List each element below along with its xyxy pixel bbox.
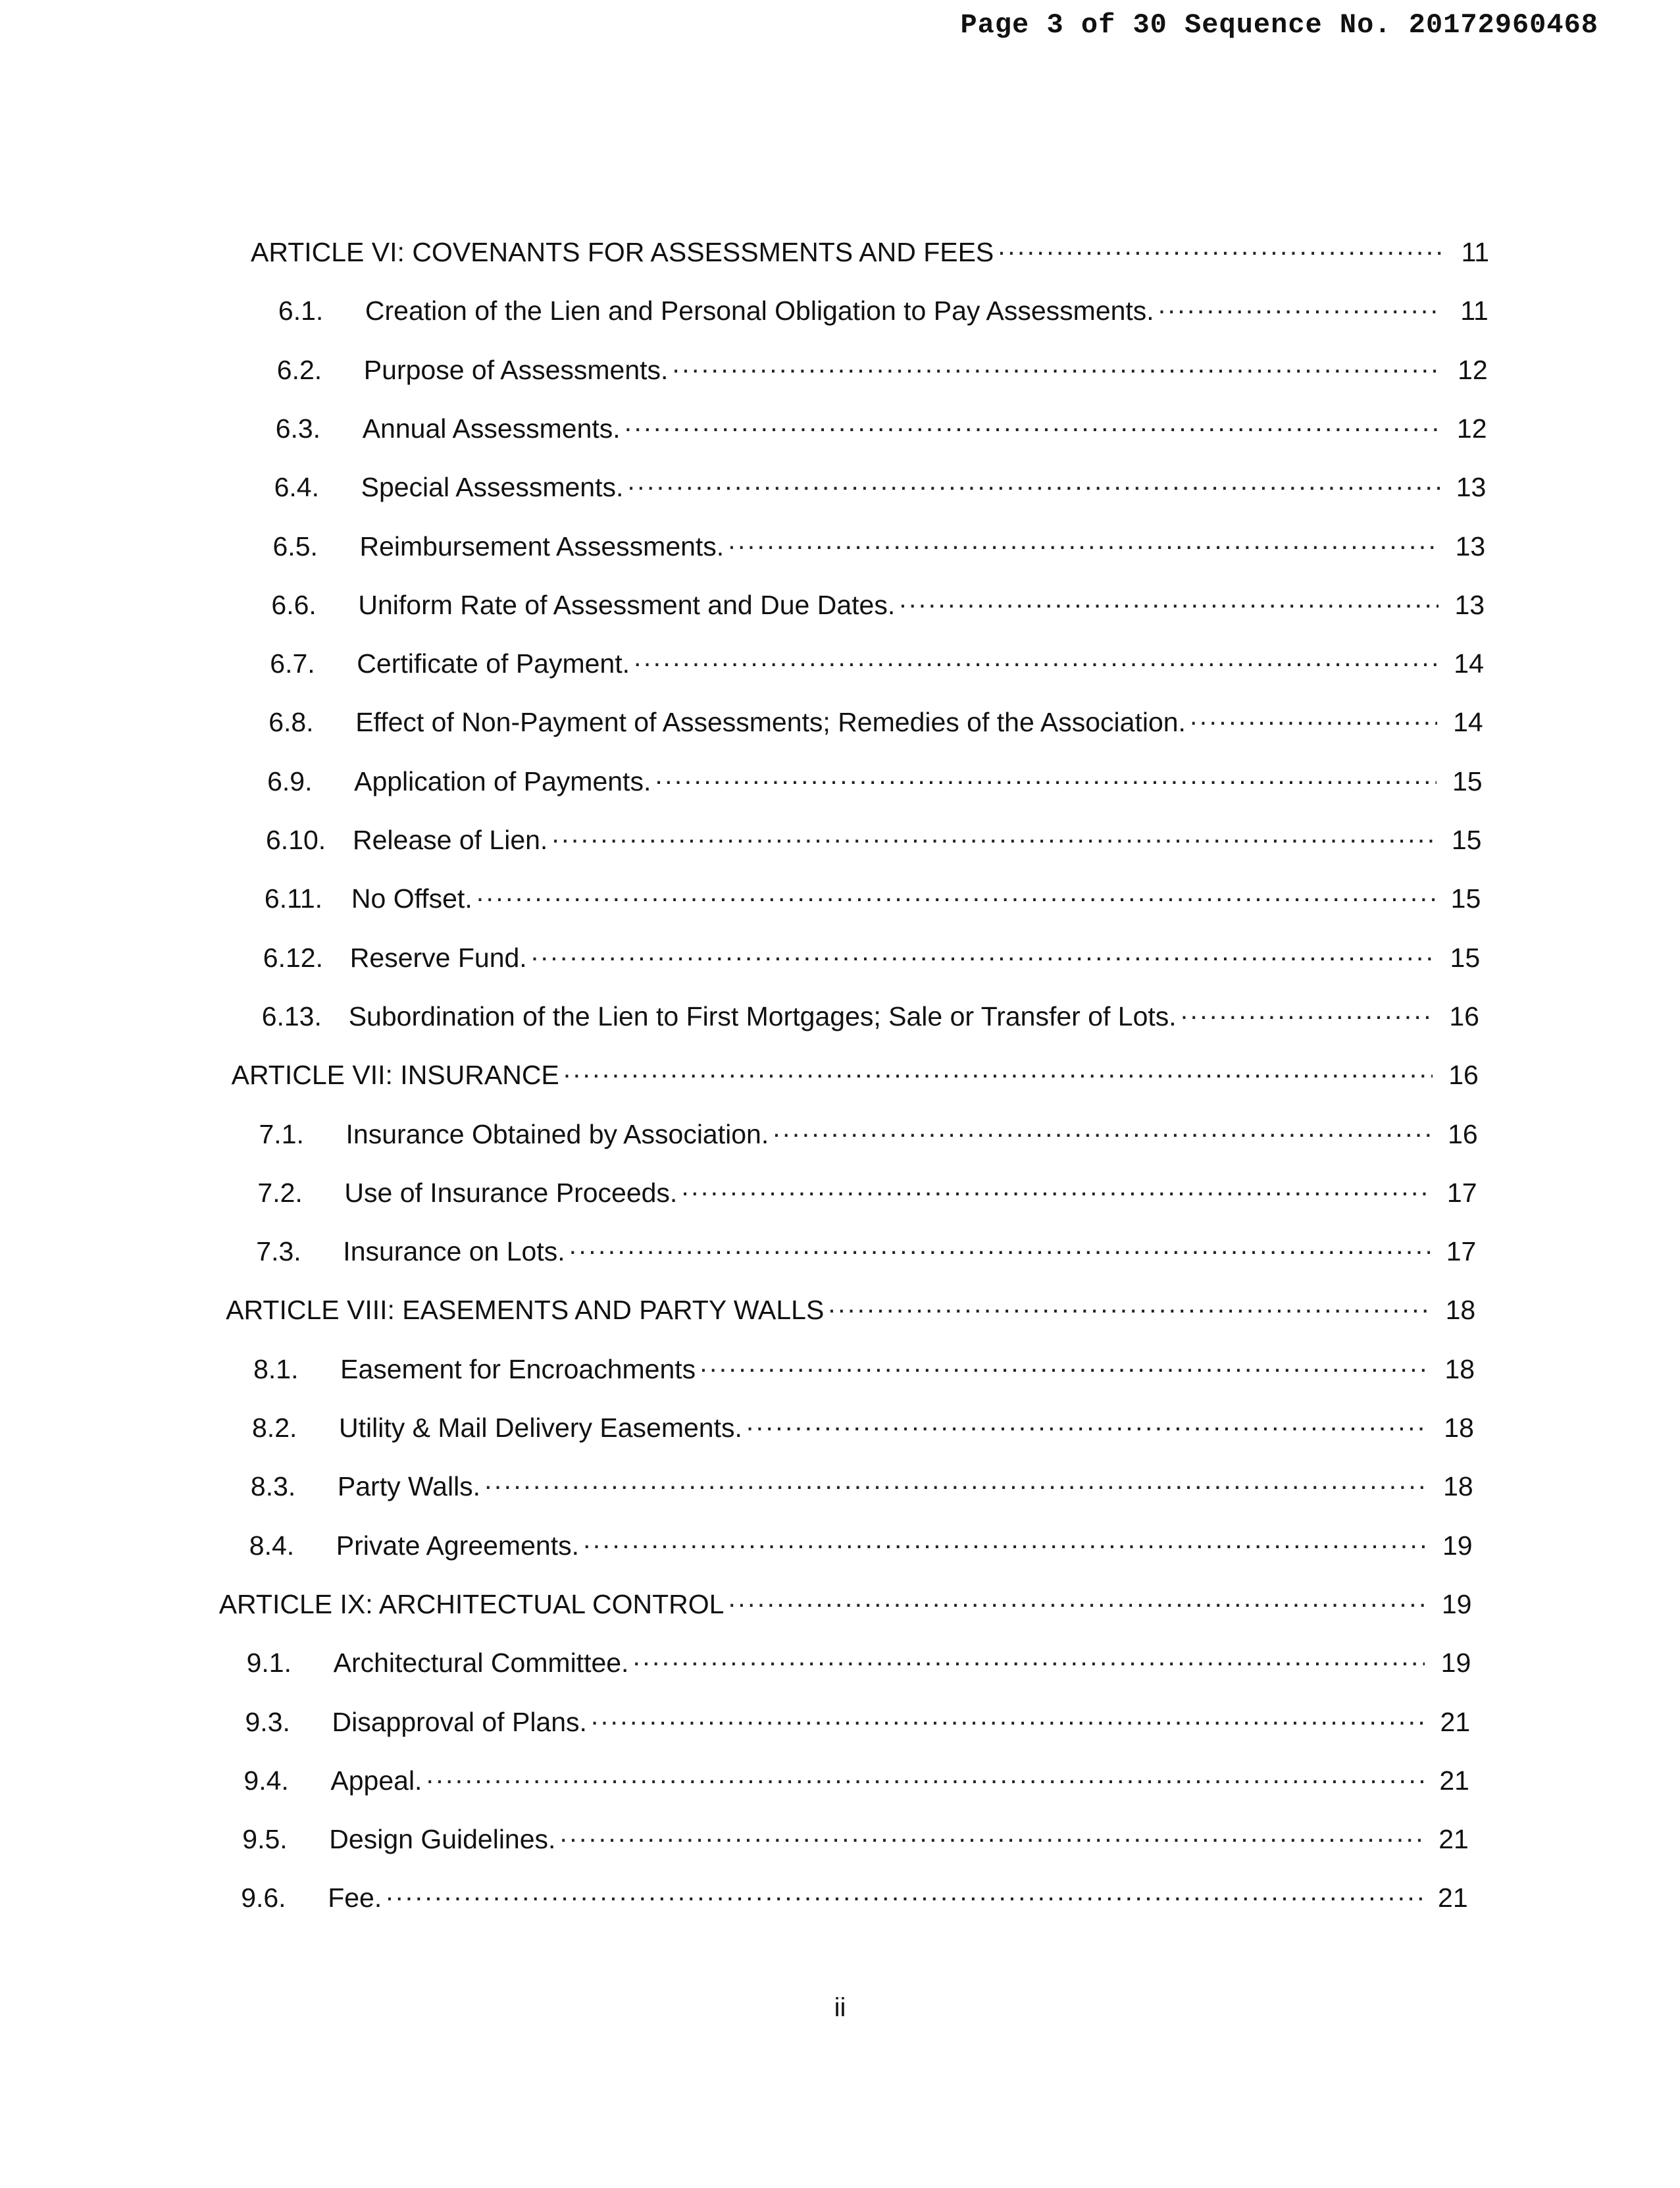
toc-page-number: 11 [1460,296,1489,326]
toc-section-title: Party Walls. [337,1471,481,1502]
toc-section-entry [276,411,1487,450]
toc-section-number: 6.7. [270,648,315,679]
toc-section-title: Fee. [328,1883,382,1914]
toc-dot-leader [1190,704,1437,731]
toc-section-title: Uniform Rate of Assessment and Due Dates. [358,589,896,620]
toc-dot-leader [899,587,1438,614]
toc-section-entry [249,1528,1473,1567]
toc-section-entry [268,704,1483,744]
toc-section-entry [252,1410,1474,1449]
toc-section-title: Purpose of Assessments. [363,354,669,385]
toc-dot-leader [828,1292,1429,1319]
toc-section-entry [251,1469,1473,1508]
toc-section-number: 6.2. [276,354,322,385]
toc-page-number: 18 [1444,1353,1475,1384]
toc-section-entry [277,352,1488,392]
toc-section-number: 6.8. [268,707,314,738]
toc-section-title: Effect of Non-Payment of Assessments; Remedies of the Association. [355,707,1186,738]
toc-section-entry [262,999,1479,1038]
toc-section-entry [241,1880,1467,1919]
toc-section-number: 6.13. [261,1001,322,1031]
toc-page-number: 21 [1438,1824,1469,1855]
toc-dot-leader [476,881,1435,908]
toc-section-title: Special Assessments. [361,472,624,503]
toc-page-number: 18 [1444,1413,1474,1443]
toc-page-number: 12 [1458,354,1488,385]
toc-page-number: 15 [1451,825,1482,855]
toc-dot-leader [591,1704,1424,1731]
toc-section-number: 9.3. [245,1706,290,1737]
toc-dot-leader [700,1351,1429,1378]
toc-section-entry [247,1645,1471,1684]
toc-section-number: 7.2. [257,1177,303,1208]
toc-section-title: Use of Insurance Proceeds. [344,1177,678,1208]
toc-page-number: 16 [1448,1060,1479,1091]
toc-page-number: 14 [1454,648,1484,679]
page-sequence-header: Page 3 of 30 Sequence No. 20172960468 [960,9,1598,41]
toc-section-title: Reserve Fund. [349,942,527,973]
toc-section-number: 6.1. [278,296,324,326]
toc-dot-leader [728,529,1439,556]
toc-section-number: 8.1. [253,1353,299,1384]
toc-section-number: 9.5. [242,1824,288,1855]
toc-section-entry [274,469,1487,509]
toc-page-number: 17 [1446,1236,1477,1267]
toc-dot-leader [426,1763,1423,1790]
toc-article-entry [251,234,1489,274]
toc-section-entry [271,587,1485,627]
toc-page-number: 16 [1448,1118,1478,1149]
toc-page-number: 13 [1456,472,1487,503]
toc-dot-leader [563,1057,1433,1084]
toc-section-title: Architectural Committee. [333,1648,629,1679]
toc-section-title: Disapproval of Plans. [332,1706,587,1737]
toc-dot-leader [681,1175,1431,1202]
toc-article-title: ARTICLE VIII: EASEMENTS AND PARTY WALLS [226,1295,825,1326]
toc-section-title: Insurance Obtained by Association. [345,1118,769,1149]
toc-page-number: 19 [1440,1648,1471,1679]
toc-page-number: 21 [1440,1706,1471,1737]
toc-section-title: Annual Assessments. [362,413,621,444]
toc-article-title: ARTICLE VI: COVENANTS FOR ASSESSMENTS AND FEES [251,237,994,267]
toc-section-number: 6.6. [271,589,317,620]
toc-dot-leader [1158,293,1442,320]
toc-article-entry [219,1586,1472,1626]
toc-article-title: ARTICLE VII: INSURANCE [231,1060,559,1091]
toc-page-number: 13 [1454,589,1485,620]
toc-dot-leader [672,352,1441,379]
toc-dot-leader [583,1528,1427,1555]
toc-dot-leader [634,646,1438,673]
toc-page-number: 19 [1442,1530,1473,1561]
toc-page-number: 14 [1453,707,1483,738]
toc-section-title: Easement for Encroachments [340,1353,696,1384]
toc-section-entry [270,646,1484,685]
toc-section-entry [266,822,1481,862]
toc-dot-leader [559,1821,1422,1848]
toc-section-number: 9.4. [243,1765,289,1796]
toc-page-number: 17 [1446,1177,1477,1208]
toc-section-title: Release of Lien. [353,825,548,855]
toc-section-number: 6.9. [267,766,313,796]
toc-section-entry [259,1116,1478,1156]
page-number-footer: ii [834,1993,846,2022]
toc-page-number: 15 [1450,942,1481,973]
toc-page-number: 11 [1461,237,1489,267]
toc-dot-leader [484,1469,1427,1496]
toc-dot-leader [773,1116,1431,1143]
toc-section-entry [267,764,1483,803]
toc-dot-leader [551,822,1435,849]
toc-section-title: Certificate of Payment. [357,648,630,679]
toc-page-number: 15 [1452,766,1483,796]
toc-section-number: 6.11. [264,883,323,914]
toc-section-title: No Offset. [351,883,472,914]
toc-section-number: 8.4. [249,1530,295,1561]
toc-page-number: 16 [1449,1001,1479,1031]
toc-section-entry [265,881,1481,920]
toc-section-title: Insurance on Lots. [343,1236,565,1267]
toc-dot-leader [655,764,1436,791]
toc-section-title: Private Agreements. [336,1530,579,1561]
toc-section-number: 7.3. [256,1236,301,1267]
toc-page-number: 15 [1450,883,1481,914]
toc-section-number: 9.6. [241,1883,286,1914]
toc-section-number: 8.3. [250,1471,296,1502]
toc-dot-leader [531,940,1434,967]
toc-section-title: Creation of the Lien and Personal Obligation to Pay Assessments. [365,296,1154,326]
toc-page-number: 13 [1455,531,1486,561]
toc-section-title: Reimbursement Assessments. [359,531,725,561]
toc-dot-leader [627,469,1440,496]
toc-page-number: 18 [1443,1471,1473,1502]
toc-section-number: 6.4. [274,472,319,503]
toc-page-number: 12 [1456,413,1487,444]
toc-section-entry [243,1763,1469,1802]
toc-section-entry [253,1351,1475,1391]
toc-section-number: 6.10. [266,825,326,855]
toc-article-entry [232,1057,1479,1097]
toc-article-entry [226,1292,1475,1332]
toc-dot-leader [632,1645,1425,1672]
toc-page-number: 19 [1441,1588,1472,1619]
toc-article-title: ARTICLE IX: ARCHITECTUAL CONTROL [218,1588,725,1619]
toc-dot-leader [569,1234,1431,1261]
toc-section-number: 6.3. [275,413,321,444]
toc-section-number: 7.1. [259,1118,304,1149]
toc-page-number: 21 [1438,1883,1468,1914]
toc-dot-leader [728,1586,1425,1613]
toc-section-number: 8.2. [252,1413,297,1443]
toc-section-entry [263,940,1480,979]
toc-dot-leader [998,234,1443,261]
toc-section-title: Appeal. [330,1765,422,1796]
toc-dot-leader [386,1880,1421,1907]
toc-dot-leader [746,1410,1428,1437]
toc-dot-leader [1181,999,1433,1026]
toc-page-number: 21 [1439,1765,1469,1796]
toc-section-entry [256,1234,1476,1273]
toc-dot-leader [624,411,1441,438]
toc-section-title: Subordination of the Lien to First Mortgages; Sale or Transfer of Lots. [348,1001,1177,1031]
toc-section-entry [245,1704,1471,1744]
toc-section-entry [278,293,1489,332]
toc-page-number: 18 [1445,1295,1476,1326]
toc-section-title: Utility & Mail Delivery Easements. [339,1413,742,1443]
toc-section-entry [257,1175,1477,1214]
toc-section-title: Application of Payments. [354,766,651,796]
toc-section-title: Design Guidelines. [329,1824,556,1855]
toc-section-number: 6.5. [272,531,318,561]
toc-section-entry [273,529,1486,568]
toc-section-number: 9.1. [246,1648,292,1679]
toc-section-entry [242,1821,1469,1861]
toc-section-number: 6.12. [263,942,323,973]
